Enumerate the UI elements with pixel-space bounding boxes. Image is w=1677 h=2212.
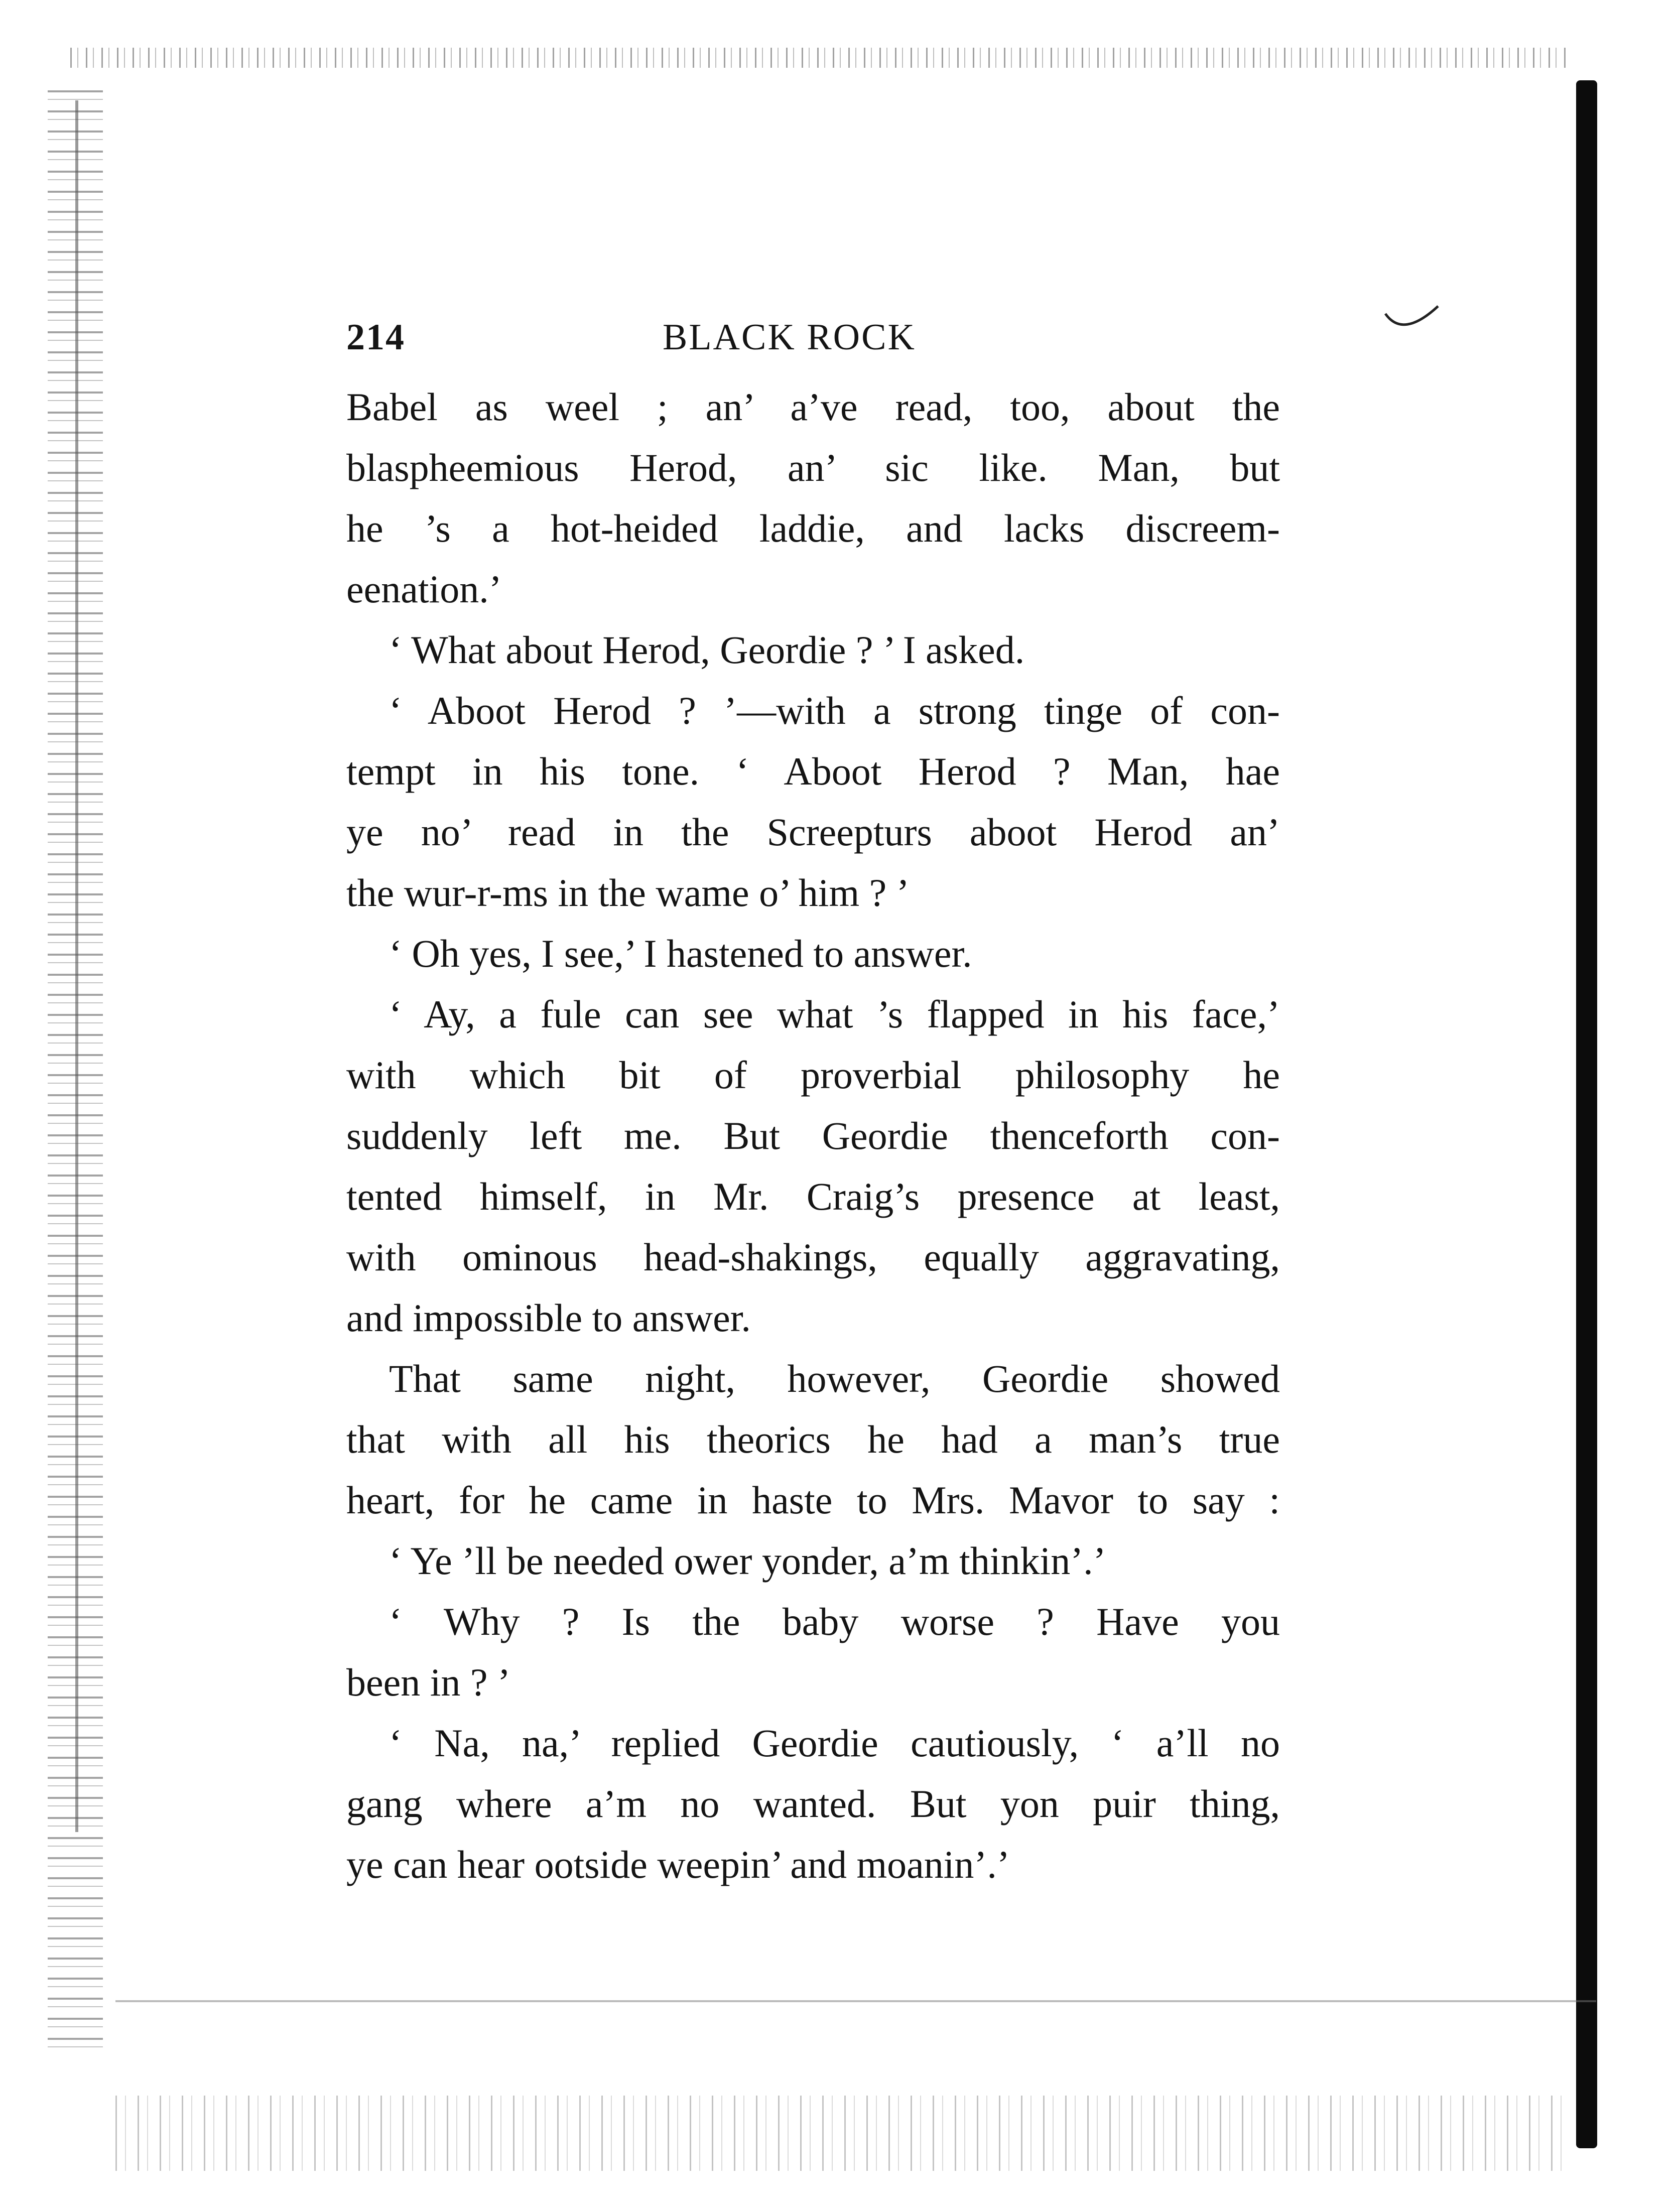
- text-line: and impossible to answer.: [346, 1296, 751, 1340]
- text-line: gang where a’m no wanted. But yon puir thing,: [346, 1782, 1280, 1826]
- text-line: That same night, however, Geordie showed: [389, 1357, 1280, 1400]
- text-line: he ’s a hot-heided laddie, and lacks discreem-: [346, 506, 1280, 550]
- scan-binding-line: [75, 100, 78, 1832]
- text-line: with which bit of proverbial philosophy he: [346, 1053, 1280, 1097]
- body-text: [346, 376, 1280, 1895]
- text-line: ‘ Na, na,’ replied Geordie cautiously, ‘ a’ll no: [389, 1721, 1280, 1765]
- text-line: ‘ Ye ’ll be needed ower yonder, a’m thinkin’.’: [389, 1539, 1106, 1583]
- text-line: that with all his theorics he had a man’s true: [346, 1417, 1280, 1461]
- text-line: ‘ Oh yes, I see,’ I hastened to answer.: [389, 932, 972, 975]
- scan-edge-top: [70, 48, 1566, 68]
- text-line: tempt in his tone. ‘ Aboot Herod ? Man, hae: [346, 749, 1280, 793]
- text-line: suddenly left me. But Geordie thenceforth con-: [346, 1114, 1280, 1157]
- text-line: ye no’ read in the Screepturs aboot Herod an’: [346, 810, 1280, 854]
- scan-rule-bottom: [115, 2000, 1596, 2002]
- text-line: ‘ What about Herod, Geordie ? ’ I asked.: [389, 628, 1025, 672]
- running-title: BLACK ROCK: [663, 317, 916, 358]
- text-line: ‘ Ay, a fule can see what ’s flapped in his face,’: [389, 992, 1280, 1036]
- text-line: ye can hear ootside weepin’ and moanin’.’: [346, 1843, 1010, 1886]
- page-number: 214: [346, 317, 405, 358]
- running-head: [346, 306, 1280, 376]
- text-line: heart, for he came in haste to Mrs. Mavor to say :: [346, 1478, 1280, 1522]
- text-line: been in ? ’: [346, 1660, 511, 1704]
- text-line: ‘ Why ? Is the baby worse ? Have you: [389, 1600, 1280, 1643]
- book-page: [346, 306, 1280, 1895]
- scan-edge-bottom: [115, 2096, 1571, 2171]
- scan-edge-right: [1576, 80, 1597, 2148]
- text-line: the wur-r-ms in the wame o’ him ? ’: [346, 871, 910, 915]
- text-line: eenation.’: [346, 567, 502, 611]
- text-line: blaspheemious Herod, an’ sic like. Man, but: [346, 446, 1280, 489]
- text-line: Babel as weel ; an’ a’ve read, too, about the: [346, 385, 1280, 429]
- pencil-tick-mark: [1383, 304, 1443, 339]
- text-line: tented himself, in Mr. Craig’s presence at least,: [346, 1175, 1280, 1218]
- text-line: ‘ Aboot Herod ? ’—with a strong tinge of con-: [389, 689, 1280, 732]
- text-line: with ominous head-shakings, equally aggravating,: [346, 1235, 1280, 1279]
